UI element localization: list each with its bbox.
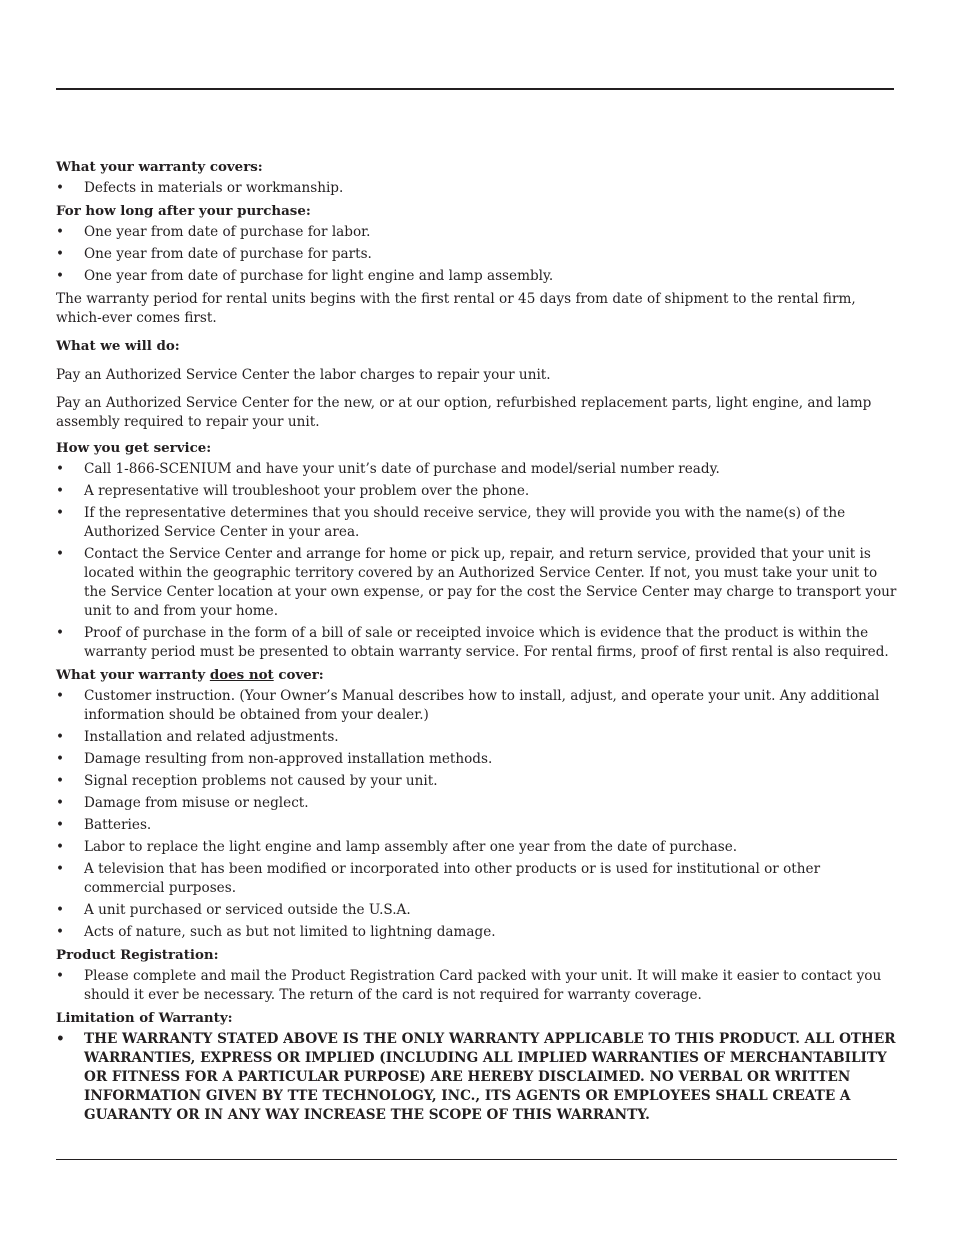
list-item: • One year from date of purchase for parts. [56,246,372,262]
heading-registration: Product Registration: [56,947,219,963]
list-item: • THE WARRANTY STATED ABOVE IS THE ONLY WARRANTY APPLICABLE TO THIS PRODUCT. ALL OTHER WARRANTIES, EXPRESS OR IMPLIED (INCLUDING ALL IMPLIED WARRANTIES OF MERCHANTABILITY OR FITNESS FOR A PARTICULAR PURPOSE) ARE HEREBY DISCLAIMED. NO VERBAL OR WRITTEN INFORMATION GIVEN BY TTE TECHNOLOGY, INC., ITS AGENTS OR EMPLOYEES SHALL CREATE A GUARANTY OR IN ANY WAY INCREASE THE SCOPE OF THIS WARRANTY. [56,1031,896,1123]
heading-what-we-do: What we will do: [56,338,180,354]
list-item: • Batteries. [56,817,152,833]
list-not-covered [56,687,898,942]
bullet-icon: • [56,729,65,745]
list-item: • Proof of purchase in the form of a bill of sale or receipted invoice which is evidence that the product is within the warranty period must be presented to obtain warranty service. For rental firms, proof of first rental is also required. [56,625,889,660]
heading-limitation: Limitation of Warranty: [56,1010,233,1026]
bullet-icon: • [56,268,65,284]
list-item: • Please complete and mail the Product Registration Card packed with your unit. It will make it easier to contact you should it ever be necessary. The return of the card is not required for warranty coverage. [56,968,882,1003]
bullet-icon: • [56,483,65,499]
bottom-divider [56,1159,897,1160]
rental-note: The warranty period for rental units begins with the first rental or 45 days from date of shipment to the rental firm, which-ever comes first. [56,291,856,326]
list-item: • Contact the Service Center and arrange for home or pick up, repair, and return service, provided that your unit is located within the geographic territory covered by an Authorized Service Center. If not, you must take your unit to the Service Center location at your own expense, or pay for the cost the Service Center may charge to transport your unit to and from your home. [56,546,897,619]
bullet-icon: • [56,817,65,833]
list-registration [56,967,898,1005]
heading-service: How you get service: [56,440,212,456]
bullet-icon: • [56,180,65,196]
list-item: • Call 1-866-SCENIUM and have your unit’s date of purchase and model/serial number ready. [56,461,720,477]
heading-not-covered: What your warranty does not cover: [56,667,324,683]
list-duration [56,223,898,286]
bullet-icon: • [56,751,65,767]
bullet-icon: • [56,625,65,641]
bullet-icon: • [56,795,65,811]
list-service [56,460,898,662]
warranty-content [56,158,898,1129]
bullet-icon: • [56,246,65,262]
bullet-icon: • [56,968,65,984]
bullet-icon: • [56,1031,65,1047]
list-item: • Damage resulting from non-approved installation methods. [56,751,493,767]
paragraph-labor: Pay an Authorized Service Center the labor charges to repair your unit. [56,367,551,383]
list-item: • Customer instruction. (Your Owner’s Manual describes how to install, adjust, and operate your unit. Any additional information should be obtained from your dealer.) [56,688,880,723]
heading-duration: For how long after your purchase: [56,203,311,219]
list-item: • Labor to replace the light engine and lamp assembly after one year from the date of purchase. [56,839,738,855]
bullet-icon: • [56,839,65,855]
emphasis-does-not: does not [209,667,274,683]
bullet-icon: • [56,688,65,704]
top-divider [56,88,894,90]
list-item: • One year from date of purchase for labor. [56,224,371,240]
bullet-icon: • [56,224,65,240]
list-item: • If the representative determines that you should receive service, they will provide you with the name(s) of the Authorized Service Center in your area. [56,505,846,540]
list-item: • Acts of nature, such as but not limited to lightning damage. [56,924,496,940]
list-item: • A unit purchased or serviced outside the U.S.A. [56,902,411,918]
list-item: • Installation and related adjustments. [56,729,339,745]
list-limitation [56,1030,898,1125]
list-item: • Defects in materials or workmanship. [56,180,344,196]
bullet-icon: • [56,924,65,940]
list-item: • A television that has been modified or incorporated into other products or is used for institutional or other commercial purposes. [56,861,821,896]
list-item: • Damage from misuse or neglect. [56,795,309,811]
bullet-icon: • [56,461,65,477]
bullet-icon: • [56,773,65,789]
bullet-icon: • [56,546,65,562]
list-item: • One year from date of purchase for light engine and lamp assembly. [56,268,554,284]
heading-covers: What your warranty covers: [56,159,263,175]
list-covers [56,179,898,198]
bullet-icon: • [56,505,65,521]
list-item: • Signal reception problems not caused by your unit. [56,773,438,789]
bullet-icon: • [56,861,65,877]
paragraph-parts: Pay an Authorized Service Center for the new, or at our option, refurbished replacement parts, light engine, and lamp assembly required to repair your unit. [56,395,872,430]
list-item: • A representative will troubleshoot your problem over the phone. [56,483,530,499]
bullet-icon: • [56,902,65,918]
